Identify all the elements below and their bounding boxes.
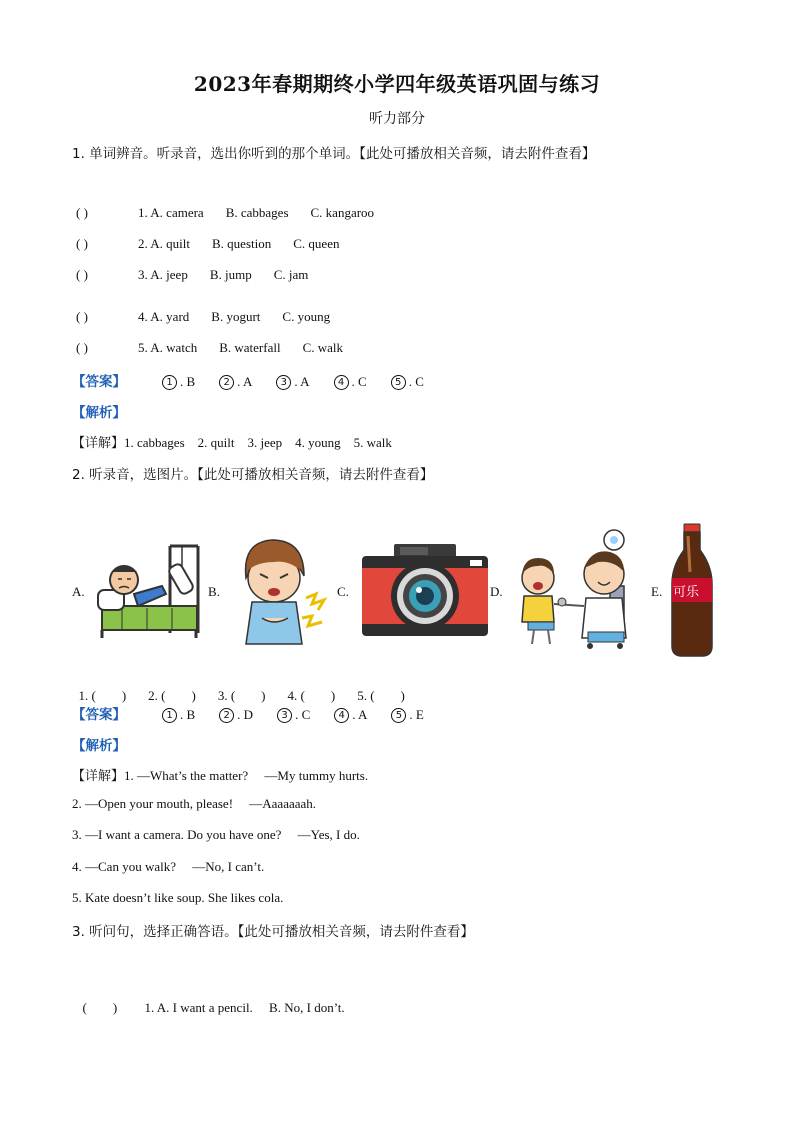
option-a: 3. A. jeep	[138, 267, 188, 282]
answer-value: A	[358, 707, 368, 722]
answer-paren: ( )	[76, 236, 88, 251]
q1-answer-row	[72, 370, 444, 391]
answer-paren: ( )	[76, 309, 88, 324]
q3-options: 1. A. I want a pencil. B. No, I don’t.	[144, 1000, 345, 1015]
circled-number: 1	[162, 375, 177, 390]
option-c: C. kangaroo	[310, 205, 375, 220]
answer-item: 4 . A	[334, 707, 367, 723]
circled-number: 2	[219, 375, 234, 390]
circled-number: 5	[391, 708, 406, 723]
analysis-tag: 【解析】	[72, 738, 126, 754]
circled-number: 3	[277, 708, 292, 723]
q2-detail-line-1: 【详解】1. —What’s the matter? —My tummy hurts.	[72, 768, 369, 783]
circled-number: 4	[334, 708, 349, 723]
option-a: 1. A. camera	[138, 205, 204, 220]
circled-number: 4	[334, 375, 349, 390]
q2-blanks-row	[72, 672, 427, 704]
blank-3: 3. ( )	[217, 688, 266, 703]
answer-paren: ( )	[76, 340, 88, 355]
picture-label-e: E.	[651, 584, 663, 599]
answer-value: C	[415, 374, 424, 389]
option-b: B. jump	[209, 267, 252, 282]
answer-paren: ( )	[76, 205, 88, 220]
option-b: B. cabbages	[225, 205, 289, 220]
option-c: C. jam	[273, 267, 309, 282]
analysis-tag: 【解析】	[72, 405, 126, 421]
option-b: B. question	[212, 236, 272, 251]
q2-detail-line-3: 3. —I want a camera. Do you have one? —Yes, I do.	[72, 827, 360, 842]
injured-man-in-bed-picture	[92, 538, 208, 640]
answer-item: 3 . A	[276, 374, 309, 390]
answer-value: C	[358, 374, 367, 389]
q2-answer-row	[72, 703, 444, 724]
picture-label-b: B.	[208, 584, 220, 599]
picture-label-a: A.	[72, 584, 85, 599]
circled-number: 2	[219, 708, 234, 723]
q2-instruction: 2. 听录音，选图片。【此处可播放相关音频，请去附件查看】	[72, 467, 434, 483]
option-b: B. yogurt	[211, 309, 261, 324]
answer-tag: 【答案】	[72, 707, 126, 723]
answer-value: C	[301, 707, 311, 722]
option-c: C. walk	[302, 340, 344, 355]
q3-item-1	[76, 984, 345, 1016]
picture-label-c: C.	[337, 584, 349, 599]
camera-picture	[360, 542, 490, 638]
answer-value: B	[186, 707, 196, 722]
q3-instruction: 3. 听问句，选择正确答语。【此处可播放相关音频，请去附件查看】	[72, 924, 474, 940]
option-a: 2. A. quilt	[138, 236, 191, 251]
answer-paren: ( )	[82, 1000, 118, 1015]
option-a: 4. A. yard	[138, 309, 190, 324]
answer-item: 2 . D	[219, 707, 253, 723]
option-c: C. young	[282, 309, 331, 324]
option-a: 5. A. watch	[138, 340, 198, 355]
option-c: C. queen	[293, 236, 340, 251]
boy-stomachache-picture	[232, 536, 332, 648]
option-b: B. waterfall	[219, 340, 281, 355]
doctor-and-child-picture	[514, 526, 638, 650]
q1-item-2	[76, 236, 339, 252]
answer-value: B	[186, 374, 196, 389]
answer-value: A	[300, 374, 310, 389]
q1-instruction: 1. 单词辨音。听录音，选出你听到的那个单词。【此处可播放相关音频，请去附件查看】	[72, 146, 596, 162]
q1-item-3	[76, 267, 308, 283]
cola-label-text: 可乐	[673, 585, 700, 600]
circled-number: 5	[391, 375, 406, 390]
q2-detail-line-4: 4. —Can you walk? —No, I can’t.	[72, 859, 265, 874]
q2-detail-line-5: 5. Kate doesn’t like soup. She likes cola.	[72, 890, 284, 905]
q1-item-1	[76, 205, 374, 221]
answer-tag: 【答案】	[72, 374, 126, 390]
picture-label-d: D.	[490, 584, 503, 599]
circled-number: 1	[162, 708, 177, 723]
answer-item: 5 . C	[391, 374, 424, 390]
q1-item-4	[76, 309, 330, 325]
circled-number: 3	[276, 375, 291, 390]
answer-item: 5 . E	[391, 707, 423, 723]
answer-item: 1 . B	[162, 374, 195, 390]
answer-item: 2 . A	[219, 374, 252, 390]
blank-2: 2. ( )	[148, 688, 196, 703]
answer-value: A	[242, 374, 253, 389]
answer-item: 4 . C	[334, 374, 367, 390]
answer-paren: ( )	[76, 267, 88, 282]
answer-value: D	[243, 707, 254, 722]
answer-item: 1 . B	[162, 707, 195, 723]
q2-detail-line-2: 2. —Open your mouth, please! —Aaaaaaah.	[72, 796, 317, 811]
q1-item-5	[76, 340, 343, 356]
blank-5: 5. ( )	[357, 688, 405, 703]
answer-item: 3 . C	[277, 707, 310, 723]
blank-4: 4. ( )	[287, 688, 336, 703]
section-subtitle: 听力部分	[369, 111, 425, 127]
blank-1: 1. ( )	[78, 688, 127, 703]
page-title: 2023年春期期终小学四年级英语巩固与练习	[193, 72, 601, 96]
q1-detail: 【详解】1. cabbages 2. quilt 3. jeep 4. young 5. walk	[72, 435, 392, 450]
answer-value: E	[415, 707, 424, 722]
